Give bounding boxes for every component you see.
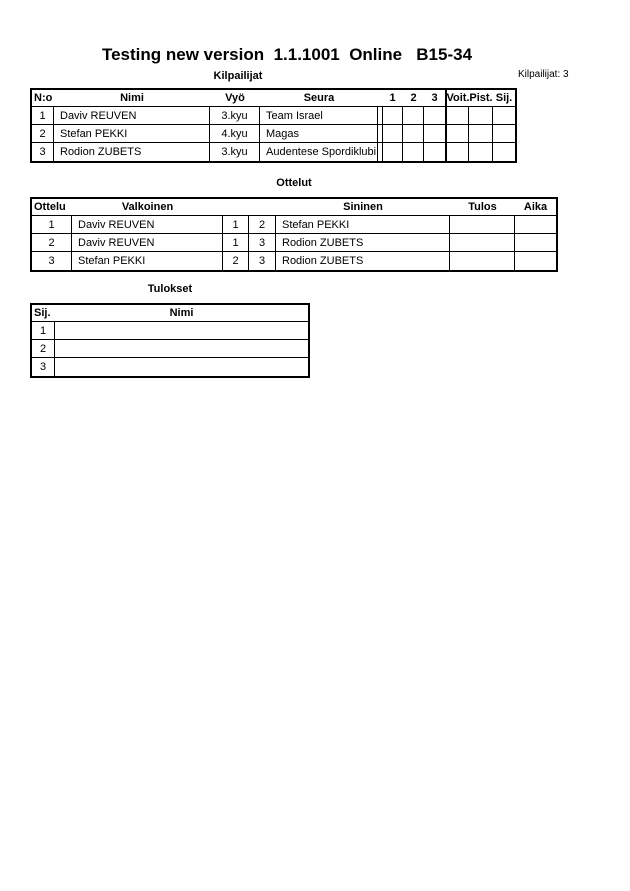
section-heading-kilpailijat: Kilpailijat xyxy=(213,70,263,82)
competitors-table xyxy=(30,88,517,163)
competitor-club: Magas xyxy=(260,125,378,142)
pist-cell xyxy=(469,143,493,161)
results-header-row xyxy=(32,305,308,322)
white-competitor-name: Daviv REUVEN xyxy=(72,234,223,251)
col-header-aika: Aika xyxy=(523,201,548,213)
competitor-belt: 3.kyu xyxy=(210,143,260,161)
col-header-sij: Sij. xyxy=(495,92,513,104)
col-header-ottelu: Ottelu xyxy=(34,201,66,213)
competitors-count: Kilpailijat: 3 xyxy=(518,69,569,80)
header-gap xyxy=(249,199,276,215)
white-competitor-number: 1 xyxy=(223,216,249,233)
header-gap xyxy=(223,199,249,215)
competitor-name: Daviv REUVEN xyxy=(54,107,210,124)
competitor-belt: 3.kyu xyxy=(210,107,260,124)
col-header-vyo: Vyö xyxy=(225,92,245,104)
result-place: 3 xyxy=(32,358,55,376)
blue-competitor-name: Rodion ZUBETS xyxy=(276,252,450,270)
result-row xyxy=(32,322,308,340)
competitor-number: 1 xyxy=(32,107,54,124)
competitor-row xyxy=(32,125,515,143)
col-header-nimi: Nimi xyxy=(120,92,144,104)
col-header-match-3: 3 xyxy=(431,92,438,104)
score-box-1 xyxy=(382,143,403,161)
competitor-row xyxy=(32,143,515,161)
voit-cell xyxy=(445,125,469,142)
match-result-cell xyxy=(450,234,515,251)
col-header-seura: Seura xyxy=(303,92,335,104)
competitor-name: Stefan PEKKI xyxy=(54,125,210,142)
competitor-row xyxy=(32,107,515,125)
sij-cell xyxy=(493,125,515,142)
score-box-3 xyxy=(424,125,445,142)
matches-table xyxy=(30,197,558,272)
blue-competitor-name: Stefan PEKKI xyxy=(276,216,450,233)
blue-competitor-number: 3 xyxy=(249,252,276,270)
competitors-header-row xyxy=(32,90,515,107)
result-row xyxy=(32,340,308,358)
col-header-match-2: 2 xyxy=(410,92,417,104)
col-header-voit: Voit. xyxy=(446,92,470,104)
match-result-cell xyxy=(450,216,515,233)
white-competitor-name: Daviv REUVEN xyxy=(72,216,223,233)
score-box-1 xyxy=(382,125,403,142)
match-time-cell xyxy=(515,216,556,233)
competitor-name: Rodion ZUBETS xyxy=(54,143,210,161)
matches-header-row xyxy=(32,199,556,216)
col-header-pist: Pist. xyxy=(469,92,493,104)
white-competitor-number: 1 xyxy=(223,234,249,251)
result-place: 1 xyxy=(32,322,55,339)
competitor-number: 2 xyxy=(32,125,54,142)
match-number: 3 xyxy=(32,252,72,270)
voit-cell xyxy=(445,143,469,161)
pist-cell xyxy=(469,107,493,124)
score-box-3 xyxy=(424,107,445,124)
match-row xyxy=(32,252,556,270)
result-name xyxy=(55,322,308,339)
white-competitor-number: 2 xyxy=(223,252,249,270)
blue-competitor-number: 2 xyxy=(249,216,276,233)
blue-competitor-name: Rodion ZUBETS xyxy=(276,234,450,251)
results-table xyxy=(30,303,310,378)
section-heading-tulokset: Tulokset xyxy=(147,283,193,295)
col-header-sij: Sij. xyxy=(34,307,51,319)
pist-cell xyxy=(469,125,493,142)
match-result-cell xyxy=(450,252,515,270)
competitor-belt: 4.kyu xyxy=(210,125,260,142)
competitor-number: 3 xyxy=(32,143,54,161)
score-box-3 xyxy=(424,143,445,161)
match-time-cell xyxy=(515,234,556,251)
score-box-1 xyxy=(382,107,403,124)
result-name xyxy=(55,358,308,376)
match-row xyxy=(32,234,556,252)
result-place: 2 xyxy=(32,340,55,357)
match-time-cell xyxy=(515,252,556,270)
match-number: 2 xyxy=(32,234,72,251)
sij-cell xyxy=(493,107,515,124)
page-title: Testing new version 1.1.1001 Online B15-34 xyxy=(101,45,473,64)
score-box-2 xyxy=(403,125,424,142)
competitor-club: Team Israel xyxy=(260,107,378,124)
col-header-nimi: Nimi xyxy=(169,307,194,319)
result-name xyxy=(55,340,308,357)
sij-cell xyxy=(493,143,515,161)
blue-competitor-number: 3 xyxy=(249,234,276,251)
col-header-match-1: 1 xyxy=(389,92,396,104)
competitor-club: Audentese Spordiklubi xyxy=(260,143,378,161)
score-box-2 xyxy=(403,143,424,161)
col-header-valkoinen: Valkoinen xyxy=(121,201,174,213)
match-number: 1 xyxy=(32,216,72,233)
result-row xyxy=(32,358,308,376)
col-header-no: N:o xyxy=(34,92,53,104)
match-row xyxy=(32,216,556,234)
white-competitor-name: Stefan PEKKI xyxy=(72,252,223,270)
score-box-2 xyxy=(403,107,424,124)
section-heading-ottelut: Ottelut xyxy=(276,177,312,189)
voit-cell xyxy=(445,107,469,124)
col-header-tulos: Tulos xyxy=(468,201,497,213)
col-header-sininen: Sininen xyxy=(343,201,383,213)
